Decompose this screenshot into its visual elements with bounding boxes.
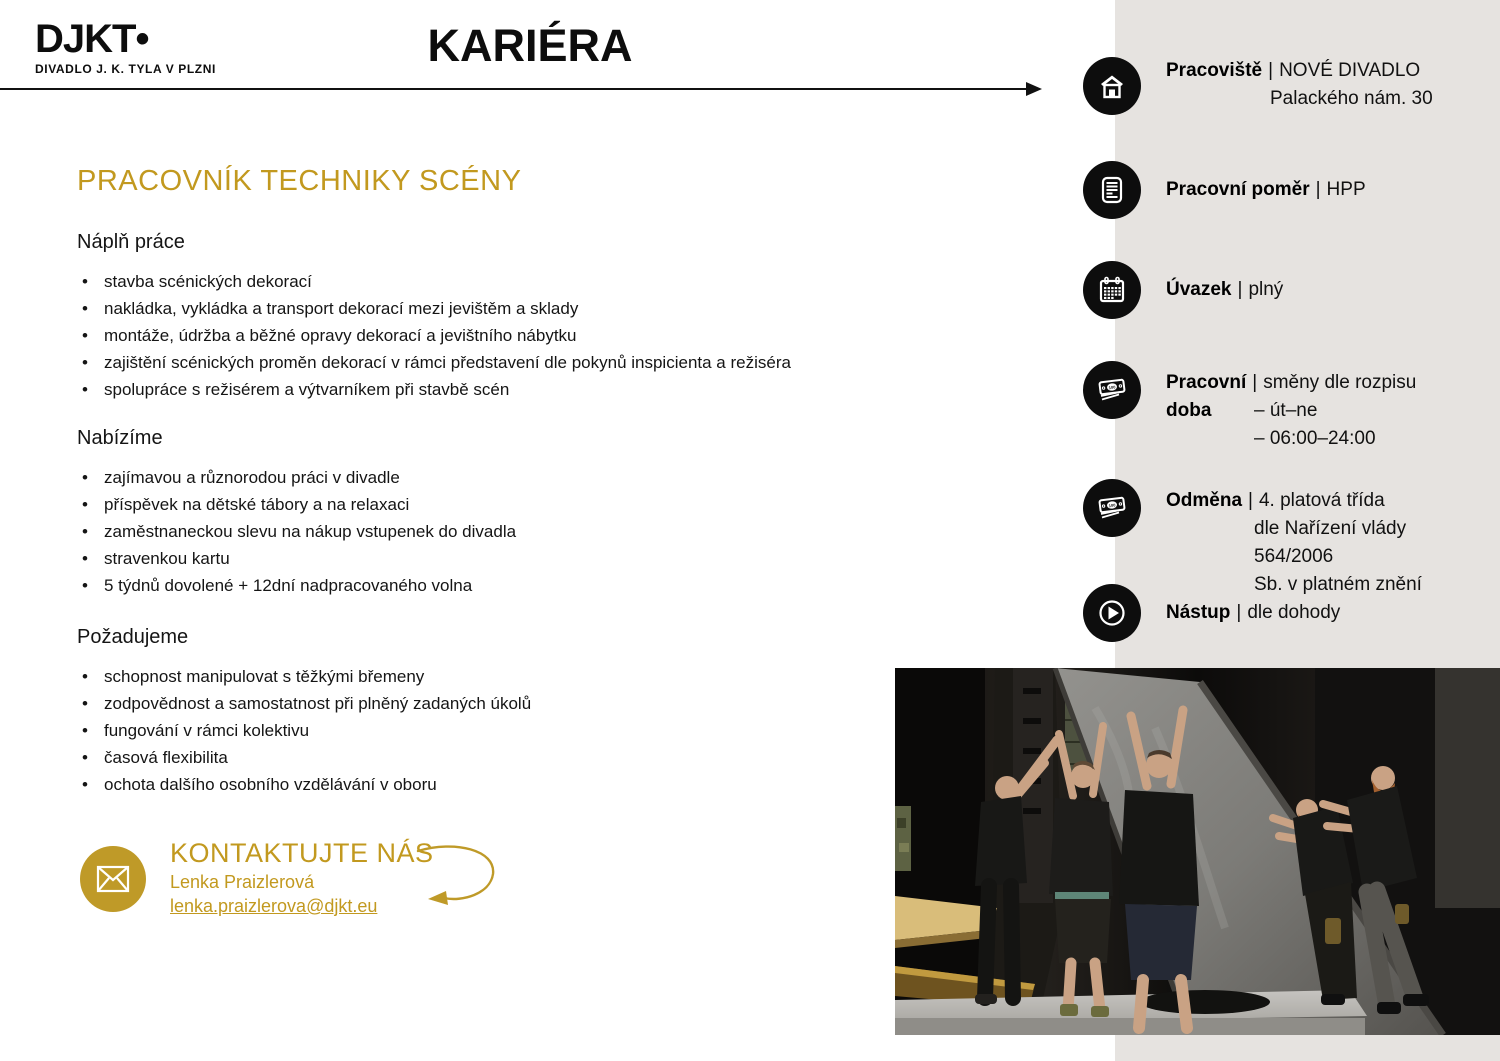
list-item: • ochota dalšího osobního vzdělávání v oboru — [77, 771, 837, 798]
list-item: • zajímavou a různorodou práci v divadle — [77, 464, 837, 491]
contact-heading: KONTAKTUJTE NÁS — [170, 838, 434, 868]
header-rule-line — [0, 88, 1030, 90]
bullet-list — [77, 464, 837, 599]
section-heading: Náplň práce — [77, 231, 185, 253]
list-item: • příspěvek na dětské tábory a na relaxaci — [77, 491, 837, 518]
list-item: • stavba scénických dekorací — [77, 268, 837, 295]
separator: | — [1237, 279, 1243, 300]
section-heading: Nabízíme — [77, 427, 163, 449]
sidebar-value: HPP — [1326, 179, 1366, 200]
sidebar-label: Úvazek — [1166, 279, 1232, 300]
contact-name: Lenka Praizlerová — [170, 872, 315, 892]
stagehands-photo — [895, 668, 1500, 1035]
logo-subtitle: DIVADLO J. K. TYLA V PLZNI — [35, 62, 216, 76]
section-nabizime — [77, 427, 837, 599]
money-icon — [1083, 479, 1141, 537]
sidebar-label: Pracovní poměr — [1166, 179, 1310, 200]
list-item: • zaměstnaneckou slevu na nákup vstupenek do divadla — [77, 518, 837, 545]
home-icon — [1083, 57, 1141, 115]
envelope-icon — [93, 859, 133, 899]
contact-email-link[interactable]: lenka.praizlerova@djkt.eu — [170, 896, 378, 916]
list-item: • fungování v rámci kolektivu — [77, 717, 837, 744]
svg-text:100: 100 — [1108, 502, 1116, 509]
sidebar-line — [1166, 369, 1481, 397]
sidebar-value: dle dohody — [1247, 602, 1341, 623]
document-icon — [1083, 161, 1141, 219]
sidebar-label: Pracovní — [1166, 372, 1247, 393]
list-item: • schopnost manipulovat s těžkými břemeny — [77, 663, 837, 690]
sidebar-line — [1166, 276, 1481, 304]
separator: | — [1252, 372, 1258, 393]
section-napln-prace — [77, 231, 837, 403]
sidebar-label: doba — [1166, 400, 1212, 421]
list-item: • zajištění scénických proměn dekorací v rámci představení dle pokynů inspicienta a režiséra — [77, 349, 837, 376]
bullet-list — [77, 663, 837, 798]
sidebar-line — [1166, 487, 1481, 515]
sidebar-line — [1166, 176, 1481, 204]
page-title: KARIÉRA — [427, 20, 633, 71]
bullet-list — [77, 268, 837, 403]
djkt-logo — [35, 18, 216, 76]
sidebar-line — [1166, 599, 1481, 627]
job-title: PRACOVNÍK TECHNIKY SCÉNY — [77, 165, 522, 197]
separator: | — [1236, 602, 1242, 623]
list-item: • nakládka, vykládka a transport dekorací mezi jevištěm a sklady — [77, 295, 837, 322]
play-icon — [1083, 584, 1141, 642]
sidebar-line: Palackého nám. 30 — [1270, 88, 1433, 109]
section-pozadujeme — [77, 626, 837, 798]
logo-text: DJKT• — [35, 17, 149, 61]
email-icon-circle — [80, 846, 146, 912]
sidebar-line — [1166, 425, 1481, 453]
sidebar-line: dle Nařízení vlády 564/2006 — [1254, 518, 1407, 567]
list-item: • časová flexibilita — [77, 744, 837, 771]
list-item: • spolupráce s režisérem a výtvarníkem při stavbě scén — [77, 376, 837, 403]
list-item: • stravenkou kartu — [77, 545, 837, 572]
sidebar-value: směny dle rozpisu — [1263, 372, 1417, 393]
separator: | — [1248, 490, 1253, 511]
list-item: • zodpovědnost a samostatnost při plněný zadaných úkolů — [77, 690, 837, 717]
separator: | — [1268, 60, 1274, 81]
separator: | — [1315, 179, 1321, 200]
svg-text:100: 100 — [1108, 384, 1116, 391]
sidebar-value: – 06:00–24:00 — [1254, 428, 1376, 449]
list-item: • montáže, údržba a běžné opravy dekorací a jevištního nábytku — [77, 322, 837, 349]
sidebar-label: Pracoviště — [1166, 60, 1263, 81]
sidebar-value: plný — [1248, 279, 1284, 300]
sidebar-line — [1166, 57, 1481, 85]
sidebar-value: NOVÉ DIVADLO — [1279, 60, 1421, 81]
curved-arrow-icon — [400, 836, 515, 911]
header-arrow-icon — [1026, 82, 1042, 96]
money-icon — [1083, 361, 1141, 419]
section-heading: Požadujeme — [77, 626, 189, 648]
sidebar-line: Sb. v platném znění — [1254, 574, 1422, 595]
list-item: • 5 týdnů dovolené + 12dní nadpracovaného volna — [77, 572, 837, 599]
sidebar-line — [1166, 397, 1481, 425]
sidebar-value: – út–ne — [1254, 400, 1318, 421]
sidebar-label: Nástup — [1166, 602, 1231, 623]
sidebar-label: Odměna — [1166, 490, 1243, 511]
calendar-icon — [1083, 261, 1141, 319]
sidebar-value: 4. platová třída — [1258, 490, 1385, 511]
